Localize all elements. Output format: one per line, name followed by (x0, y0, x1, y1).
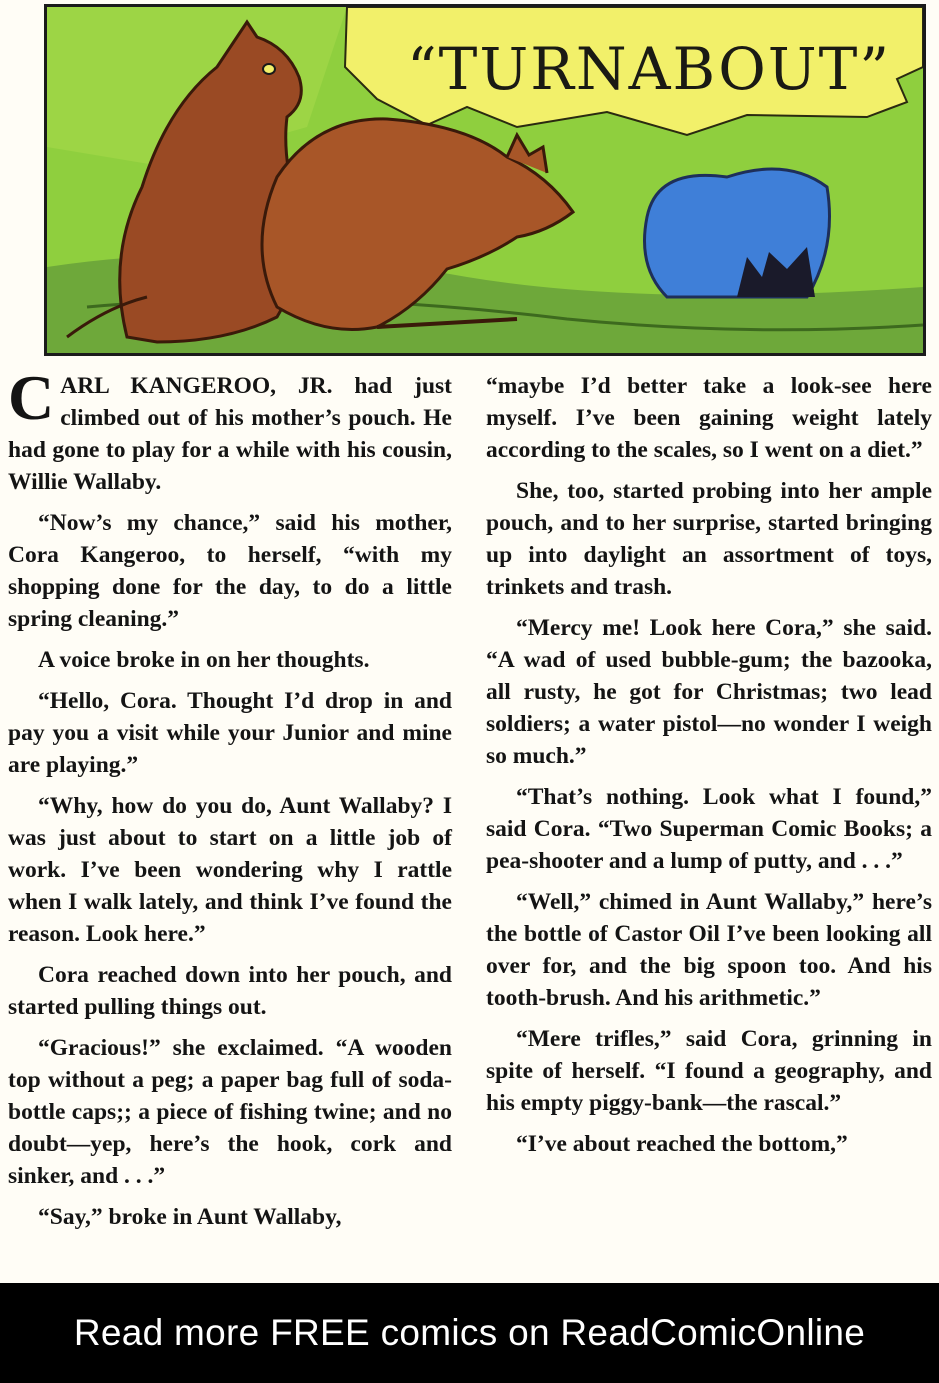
right-text-column (486, 370, 932, 1169)
promo-banner-text[interactable]: Read more FREE comics on ReadComicOnline (73, 1312, 866, 1353)
paragraph: “Hello, Cora. Thought I’d drop in and pay you a visit while your Junior and mine are playing.” (8, 688, 452, 778)
paragraph: “Well,” chimed in Aunt Wallaby,” here’s the bottle of Castor Oil I’ve been looking all over for, and the big spoon too. And his tooth-brush. And his arithmetic.” (486, 889, 932, 1011)
paragraph: “Gracious!” she exclaimed. “A wooden top without a peg; a paper bag full of soda-bottle caps;; a piece of fishing twine; and no doubt—yep, here’s the hook, cork and sinker, and . . .” (8, 1035, 452, 1189)
paragraph: “Now’s my chance,” said his mother, Cora Kangeroo, to herself, “with my shopping done for the day, to do a little spring cleaning.” (8, 510, 452, 632)
paragraph: “Mercy me! Look here Cora,” she said. “A wad of used bubble-gum; the bazooka, all rusty, he got for Christmas; two lead soldiers; a water pistol—no wonder I weigh so much.” (486, 615, 932, 769)
paragraph: “That’s nothing. Look what I found,” said Cora. “Two Superman Comic Books; a pea-shooter and a lump of putty, and . . .” (486, 784, 932, 874)
paragraph: “Say,” broke in Aunt Wallaby, (38, 1204, 342, 1230)
opening-paragraph-text: ARL KANGEROO, JR. had just climbed out of his mother’s pouch. He had gone to play for a while with his cousin, Willie Wallaby. (8, 373, 452, 495)
paragraph: A voice broke in on her thoughts. (38, 647, 370, 673)
story-title: “TURNABOUT” (407, 35, 891, 103)
promo-banner[interactable] (0, 1283, 939, 1383)
paragraph: “I’ve about reached the bottom,” (516, 1131, 848, 1157)
paragraph: Cora reached down into her pouch, and started pulling things out. (8, 962, 452, 1020)
continued-paragraph: “maybe I’d better take a look-see here myself. I’ve been gaining weight lately according to the scales, so I went on a diet.” (486, 373, 932, 463)
opening-paragraph (8, 362, 452, 498)
paragraph: “Why, how do you do, Aunt Wallaby? I was just about to start on a little job of work. I’ve been wondering why I rattle when I walk lately, and think I’ve found the reason. Look here.” (8, 793, 452, 947)
title-panel-illustration (44, 4, 926, 356)
left-text-column (8, 362, 452, 1242)
paragraph: She, too, started probing into her ample pouch, and to her surprise, started bringing up into daylight an assortment of toys, trinkets and trash. (486, 478, 932, 600)
paragraph: “Mere trifles,” said Cora, grinning in spite of herself. “I found a geography, and his empty piggy-bank—the rascal.” (486, 1026, 932, 1116)
drop-cap: C (8, 362, 55, 433)
